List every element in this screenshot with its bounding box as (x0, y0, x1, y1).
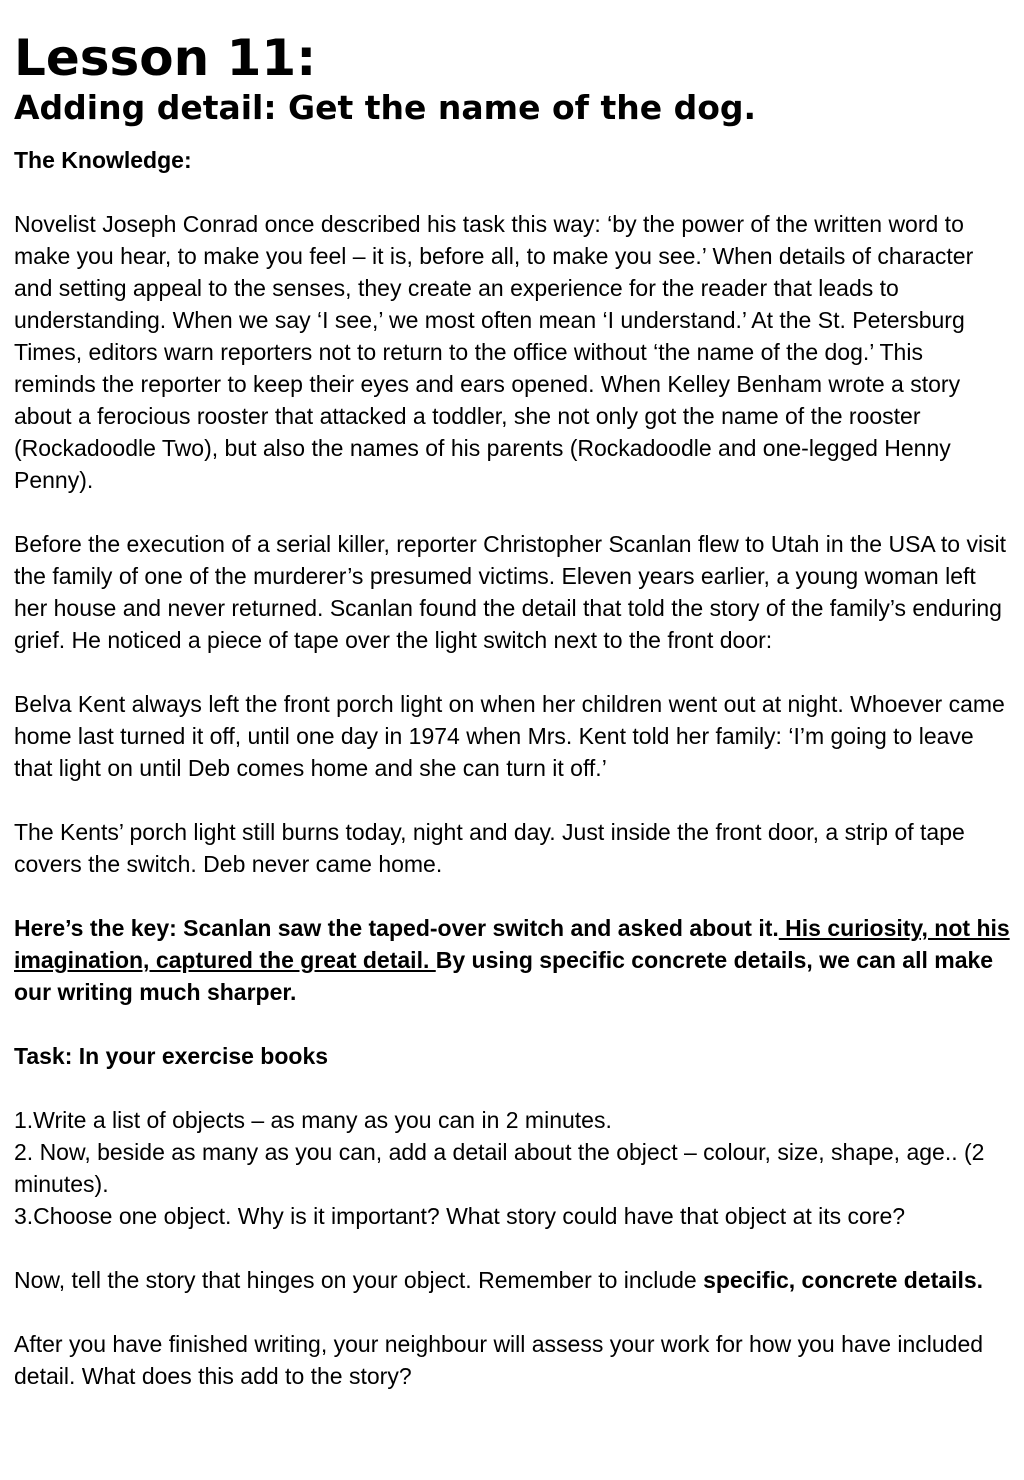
spacer (14, 1008, 1010, 1040)
knowledge-heading: The Knowledge: (14, 147, 192, 173)
page-title: Lesson 11: (14, 29, 317, 87)
knowledge-paragraph-1: Novelist Joseph Conrad once described his task this way: ‘by the power of the written word to make you hear, to make you feel – it is, before all, to make you see.’ When details of character and setting appeal to the senses, they create an experience for the reader that leads to understanding. When we say ‘I see,’ we most often mean ‘I understand.’ At the St. Petersburg Times, editors warn reporters not to return to the office without ‘the name of the dog.’ This reminds the reporter to keep their eyes and ears opened. When Kelley Benham wrote a story about a ferocious rooster that attacked a toddler, she not only got the name of the rooster (Rockadoodle Two), but also the names of his parents (Rockadoodle and one-legged Henny Penny). (14, 211, 974, 493)
knowledge-paragraph-2: Before the execution of a serial killer, reporter Christopher Scanlan flew to Utah in the USA to visit the family of one of the murderer’s presumed victims. Eleven years earlier, a young woman left her house and never returned. Scanlan found the detail that told the story of the family’s enduring grief. He noticed a piece of tape over the light switch next to the front door: (14, 531, 1007, 653)
story-prefix: Now, tell the story that hinges on your object. Remember to include (14, 1267, 704, 1293)
assessment-instruction: After you have finished writing, your neighbour will assess your work for how you have included detail. What does this add to the story? (14, 1331, 984, 1389)
task-item-3: 3.Choose one object. Why is it important? What story could have that object at its core? (14, 1203, 906, 1229)
task-heading: Task: In your exercise books (14, 1043, 329, 1069)
task-item-2: 2. Now, beside as many as you can, add a detail about the object – colour, size, shape, age.. (2 minutes). (14, 1139, 985, 1197)
key-part-1: Here’s the key: Scanlan saw the taped-over switch and asked about it. (14, 915, 779, 941)
key-part-2: By using specific concrete details, we can all make our writing much sharper. (14, 947, 994, 1005)
spacer (14, 656, 1010, 688)
spacer (14, 176, 1010, 208)
spacer (14, 1296, 1010, 1328)
spacer (14, 1232, 1010, 1264)
key-paragraph (14, 912, 1010, 1008)
spacer (14, 496, 1010, 528)
knowledge-paragraph-3: Belva Kent always left the front porch light on when her children went out at night. Whoever came home last turned it off, until one day in 1974 when Mrs. Kent told her family: ‘I’m going to leave that light on until Deb comes home and she can turn it off.’ (14, 691, 1005, 781)
story-instruction (14, 1264, 1010, 1296)
page-subtitle: Adding detail: Get the name of the dog. (14, 88, 757, 127)
story-bold: specific, concrete details. (703, 1267, 984, 1293)
task-item-1: 1.Write a list of objects – as many as you can in 2 minutes. (14, 1107, 612, 1133)
knowledge-paragraph-4: The Kents’ porch light still burns today, night and day. Just inside the front door, a strip of tape covers the switch. Deb never came home. (14, 819, 965, 877)
spacer (14, 784, 1010, 816)
spacer (14, 1072, 1010, 1104)
key-underlined: His curiosity, not his imagination, captured the great detail. (14, 915, 1010, 973)
spacer (14, 880, 1010, 912)
